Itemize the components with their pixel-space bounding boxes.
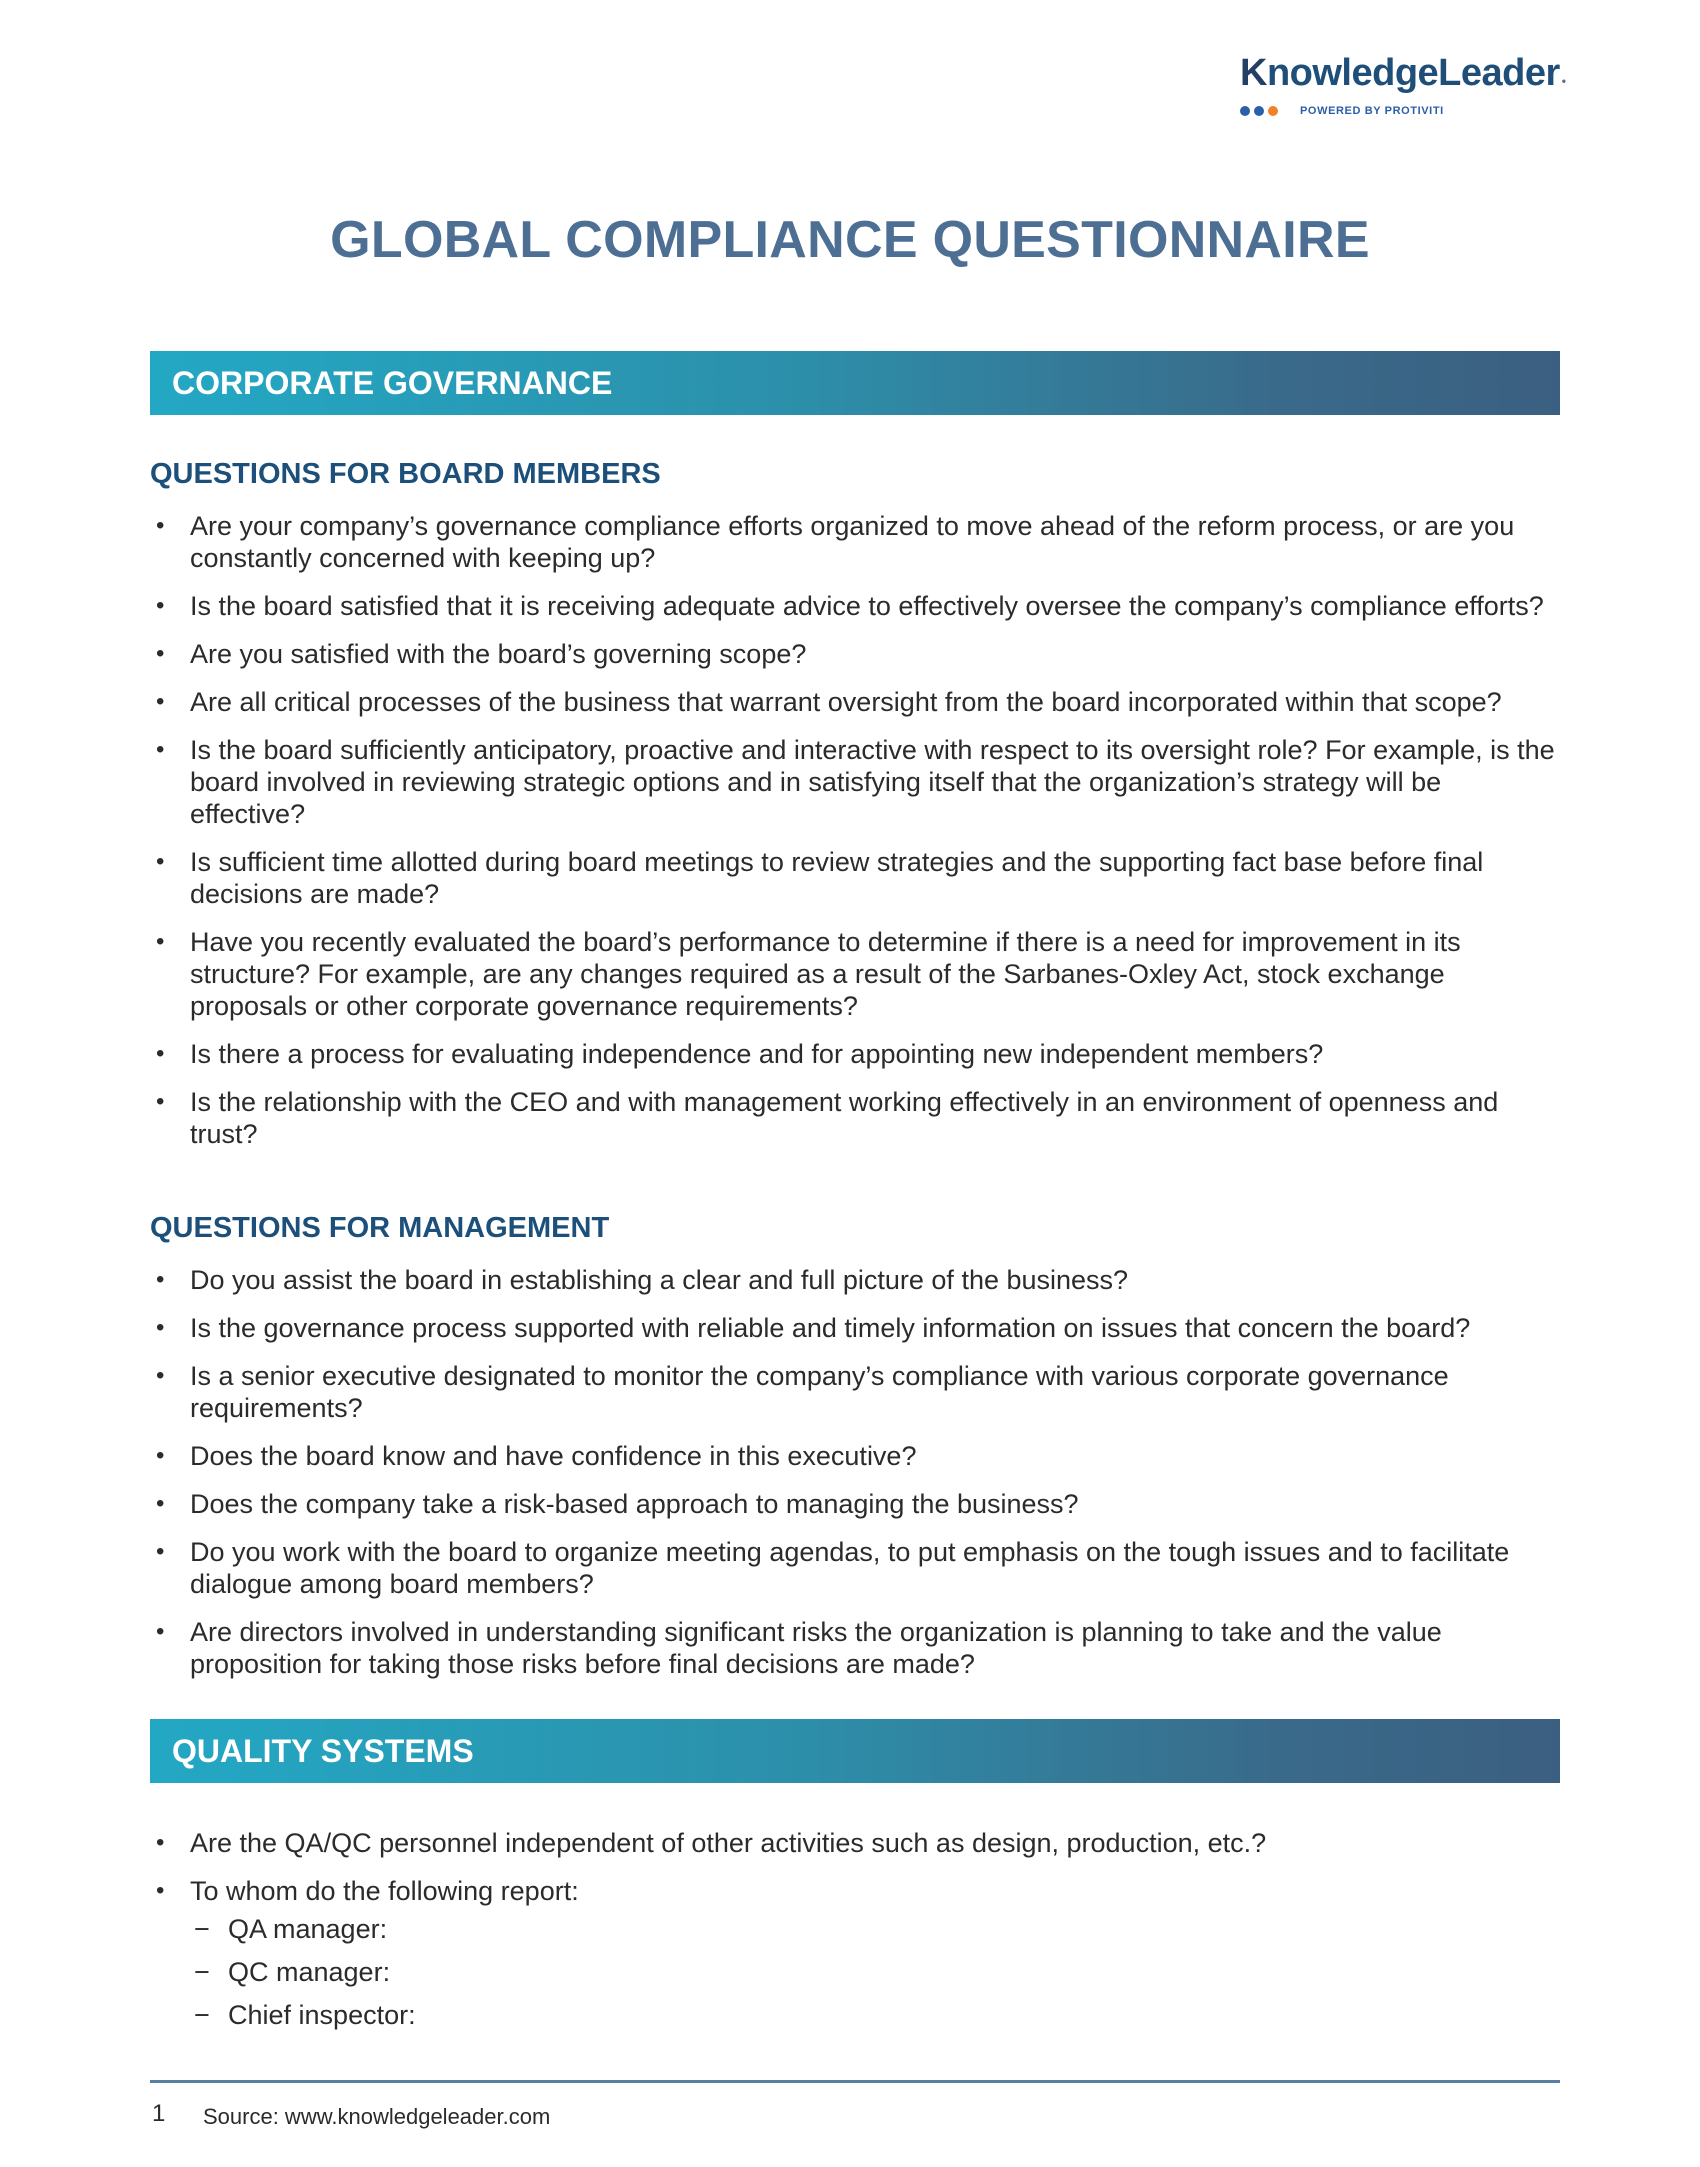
sublist-item-text: Chief inspector:: [228, 2000, 416, 2030]
list-item-text: Does the company take a risk-based approach to managing the business?: [190, 1489, 1079, 1519]
logo-dot-icon: [1254, 106, 1264, 116]
bullet-icon: •: [156, 1362, 165, 1389]
list-item: [150, 510, 1560, 574]
list-item-text: Is the board satisfied that it is receiving adequate advice to effectively oversee the company’s compliance efforts?: [190, 591, 1544, 621]
sublist-item: [188, 1999, 416, 2031]
list-item: [150, 1086, 1560, 1150]
knowledgeleader-logo: [1240, 52, 1566, 117]
sublist-item: [188, 1913, 416, 1945]
board-members-question-list: [150, 510, 1560, 1166]
list-item-text: Are you satisfied with the board’s governing scope?: [190, 639, 807, 669]
list-item: [150, 1264, 1560, 1296]
logo-name-rest: nowledgeLeader: [1266, 52, 1560, 94]
list-item-text: Are your company’s governance compliance efforts organized to move ahead of the reform process, or are you constantly concerned with keeping up?: [190, 511, 1515, 573]
sublist-item: [188, 1956, 416, 1988]
subheading-management: QUESTIONS FOR MANAGEMENT: [150, 1212, 610, 1244]
dash-icon: −: [194, 1914, 210, 1944]
bullet-icon: •: [156, 1266, 165, 1293]
bullet-icon: •: [156, 512, 165, 539]
list-item-text: Are directors involved in understanding significant risks the organization is planning to take and the value proposition for taking those risks before final decisions are made?: [190, 1617, 1442, 1679]
dash-icon: −: [194, 2000, 210, 2030]
list-item-text: Is there a process for evaluating independence and for appointing new independent members?: [190, 1039, 1324, 1069]
list-item-text: Are the QA/QC personnel independent of other activities such as design, production, etc.?: [190, 1828, 1267, 1858]
logo-letter-k: K: [1240, 52, 1267, 94]
list-item: [150, 926, 1560, 1022]
list-item: [150, 1360, 1560, 1424]
list-item-text: Is the board sufficiently anticipatory, proactive and interactive with respect to its oversight role? For example, is the board involved in reviewing strategic options and in satisfying itself that the organization’s strategy will be effective?: [190, 735, 1555, 829]
bullet-icon: •: [156, 1490, 165, 1517]
quality-systems-question-list: [150, 1827, 1560, 1923]
list-item-text: To whom do the following report:: [190, 1876, 579, 1906]
list-item: [150, 638, 1560, 670]
bullet-icon: •: [156, 1877, 165, 1904]
list-item-text: Does the board know and have confidence in this executive?: [190, 1441, 917, 1471]
sublist-item-text: QA manager:: [228, 1914, 388, 1944]
list-item: [150, 1536, 1560, 1600]
logo-trademark-dot: •: [1561, 74, 1566, 88]
bullet-icon: •: [156, 1314, 165, 1341]
bullet-icon: •: [156, 688, 165, 715]
list-item: [150, 734, 1560, 830]
list-item: [150, 1488, 1560, 1520]
bullet-icon: •: [156, 736, 165, 763]
source-citation: Source: www.knowledgeleader.com: [203, 2104, 551, 2129]
report-to-sublist: [188, 1913, 416, 2042]
management-question-list: [150, 1264, 1560, 1696]
list-item: [150, 1312, 1560, 1344]
logo-dot-icon: [1240, 106, 1250, 116]
page-title: GLOBAL COMPLIANCE QUESTIONNAIRE: [330, 211, 1370, 269]
list-item-text: Is sufficient time allotted during board meetings to review strategies and the supporting fact base before final decisions are made?: [190, 847, 1484, 909]
sublist-item-text: QC manager:: [228, 1957, 391, 1987]
bullet-icon: •: [156, 592, 165, 619]
list-item: [150, 846, 1560, 910]
subheading-board-members: QUESTIONS FOR BOARD MEMBERS: [150, 458, 661, 490]
list-item: [150, 1038, 1560, 1070]
list-item: [150, 1827, 1560, 1859]
logo-subline: [1240, 105, 1560, 117]
list-item-text: Do you work with the board to organize meeting agendas, to put emphasis on the tough issues and to facilitate dialogue among board members?: [190, 1537, 1510, 1599]
bullet-icon: •: [156, 848, 165, 875]
list-item-text: Do you assist the board in establishing a clear and full picture of the business?: [190, 1265, 1129, 1295]
bullet-icon: •: [156, 640, 165, 667]
logo-tagline: POWERED BY PROTIVITI: [1300, 105, 1444, 117]
bullet-icon: •: [156, 1538, 165, 1565]
bullet-icon: •: [156, 1618, 165, 1645]
footer-divider: [150, 2080, 1560, 2083]
list-item: [150, 1440, 1560, 1472]
list-item: [150, 1875, 1560, 1907]
list-item-text: Is a senior executive designated to monitor the company’s compliance with various corporate governance requirements?: [190, 1361, 1449, 1423]
section-heading-corporate-governance: CORPORATE GOVERNANCE: [150, 351, 1560, 415]
bullet-icon: •: [156, 1040, 165, 1067]
section-heading-quality-systems: QUALITY SYSTEMS: [150, 1719, 1560, 1783]
list-item-text: Are all critical processes of the business that warrant oversight from the board incorporated within that scope?: [190, 687, 1502, 717]
page-number: 1: [152, 2100, 166, 2127]
list-item: [150, 1616, 1560, 1680]
logo-wordmark: [1240, 52, 1566, 95]
bullet-icon: •: [156, 928, 165, 955]
bullet-icon: •: [156, 1088, 165, 1115]
list-item-text: Is the governance process supported with reliable and timely information on issues that concern the board?: [190, 1313, 1471, 1343]
list-item: [150, 686, 1560, 718]
dash-icon: −: [194, 1957, 210, 1987]
bullet-icon: •: [156, 1442, 165, 1469]
list-item: [150, 590, 1560, 622]
list-item-text: Is the relationship with the CEO and with management working effectively in an environment of openness and trust?: [190, 1087, 1499, 1149]
bullet-icon: •: [156, 1829, 165, 1856]
list-item-text: Have you recently evaluated the board’s performance to determine if there is a need for improvement in its structure? For example, are any changes required as a result of the Sarbanes-Oxley Act, stock exchange proposals or other corporate governance requirements?: [190, 927, 1461, 1021]
logo-dot-icon: [1268, 106, 1278, 116]
